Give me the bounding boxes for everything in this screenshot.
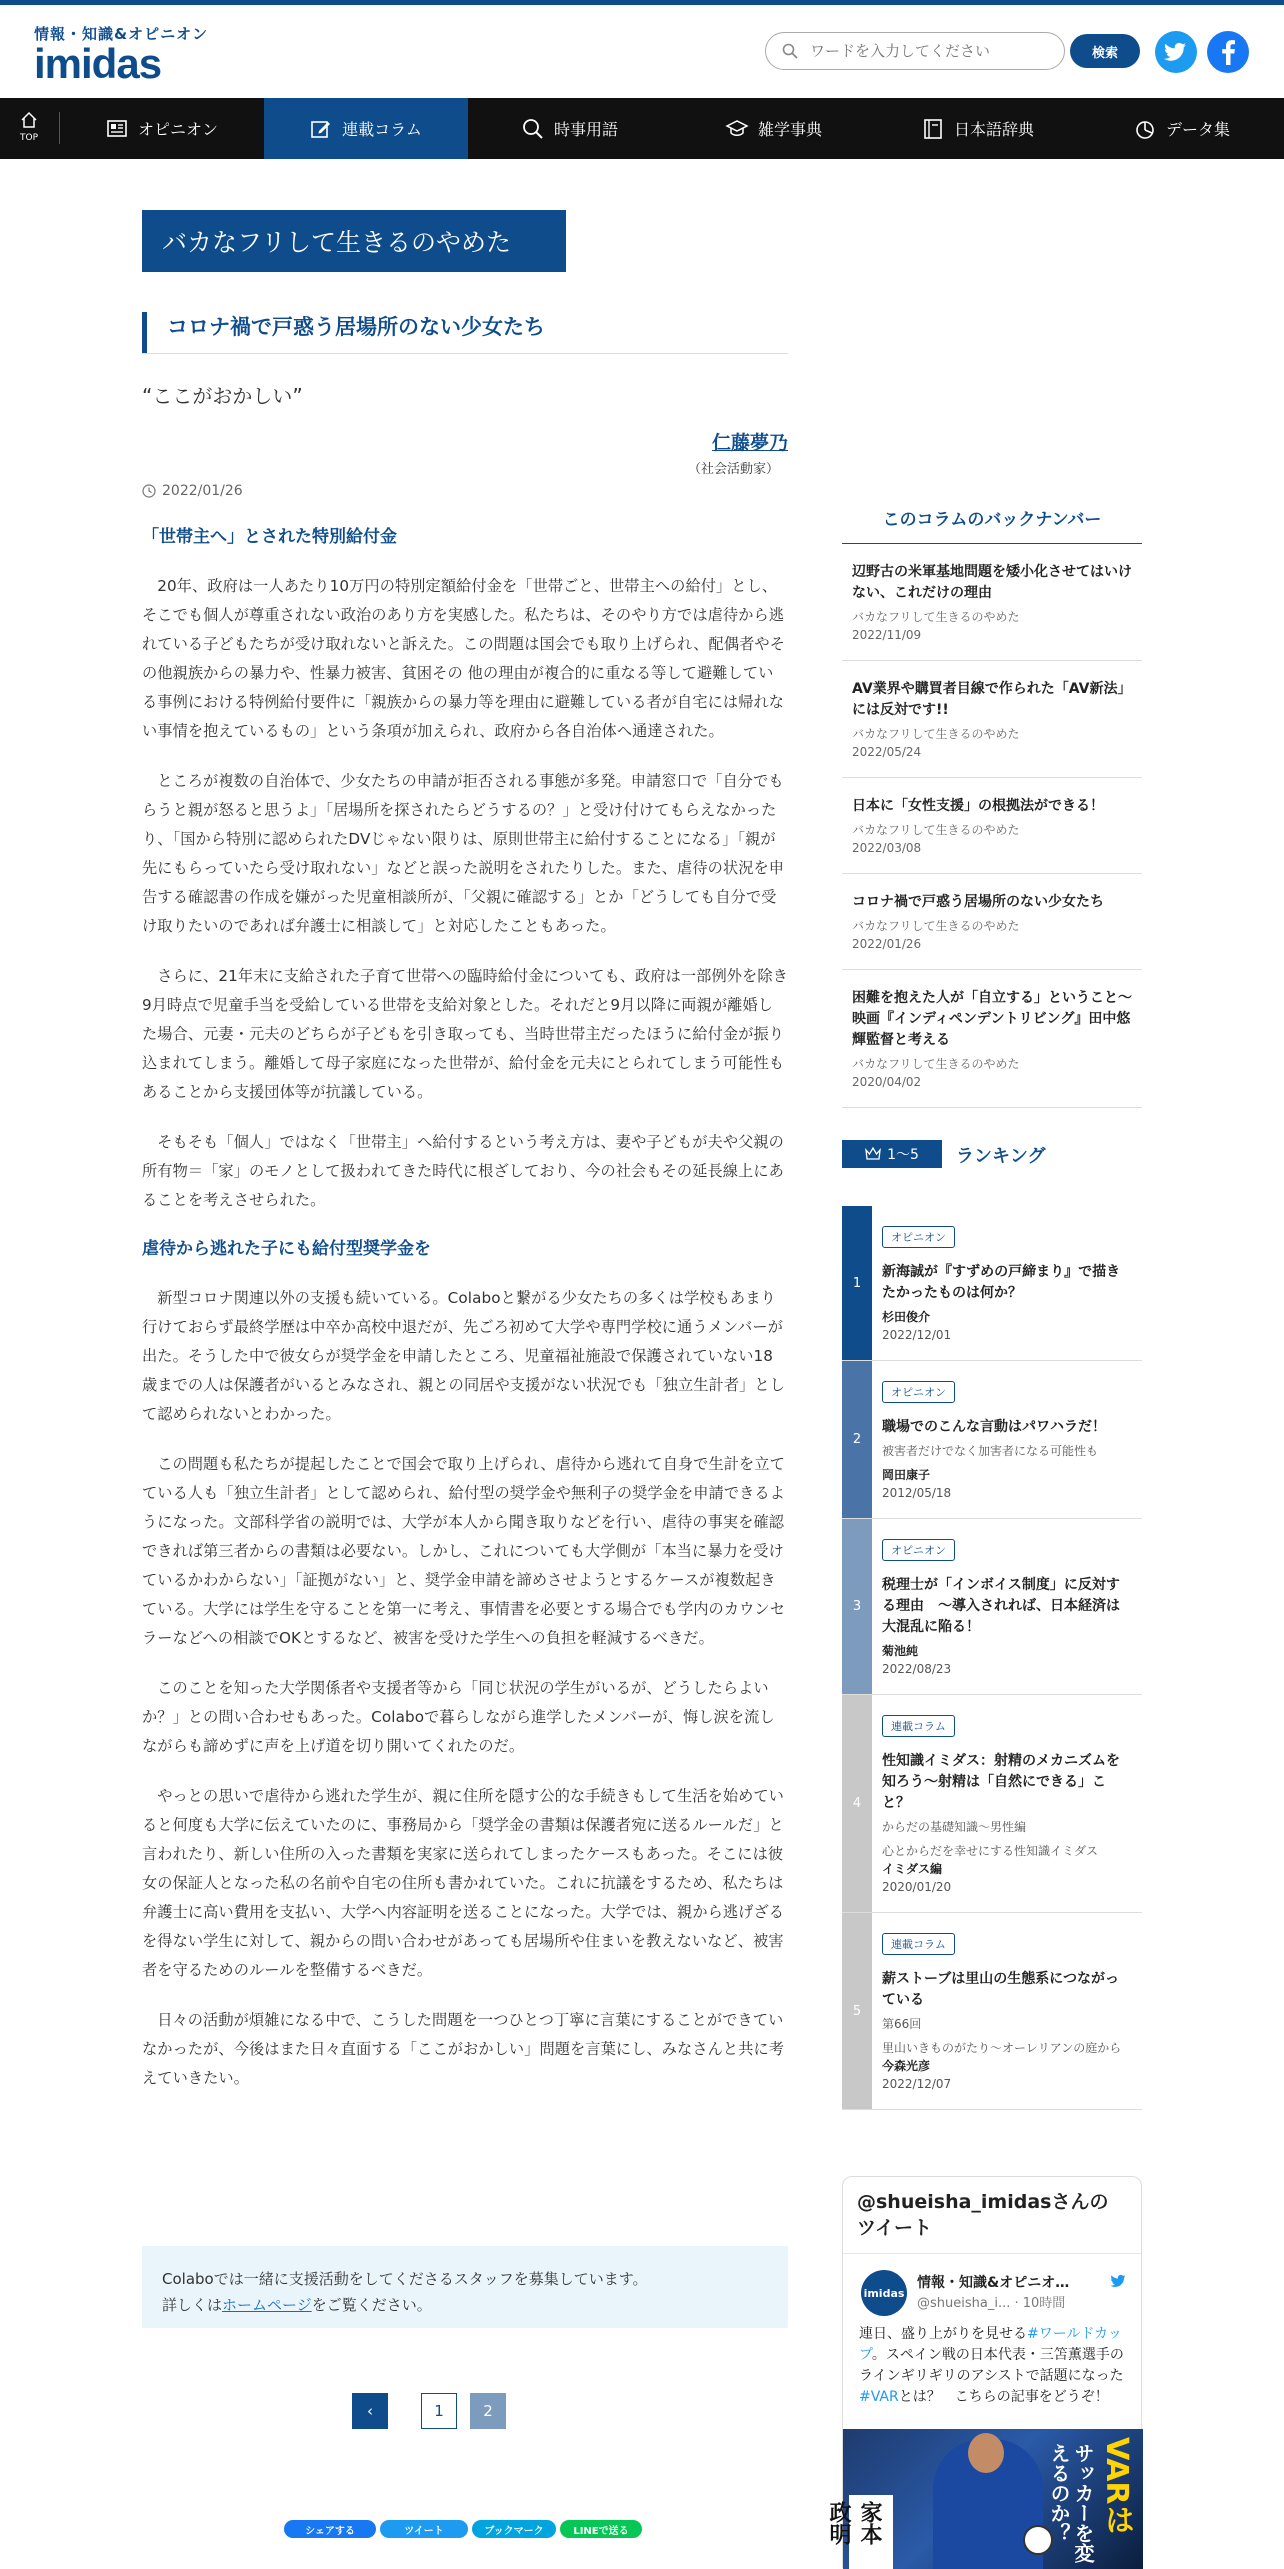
main-nav bbox=[0, 98, 1284, 159]
rank-category-tag: オピニオン bbox=[882, 1539, 955, 1561]
recruit-notice bbox=[142, 2246, 788, 2328]
rank-subtitle: 第66回 bbox=[882, 2017, 922, 2031]
rank-author: イミダス編 bbox=[882, 1862, 943, 1876]
section-heading: 虐待から逃れた子にも給付型奨学金を bbox=[142, 1239, 431, 1259]
tweet-image[interactable] bbox=[826, 2429, 1143, 2569]
rank-number: 1 bbox=[842, 1206, 872, 1360]
avatar[interactable]: imidas bbox=[861, 2270, 907, 2316]
hashtag-link[interactable]: #ワールドカップ bbox=[859, 2326, 1122, 2363]
rank-number: 2 bbox=[842, 1361, 872, 1518]
pen-icon bbox=[310, 118, 332, 140]
search-button[interactable]: 検索 bbox=[1070, 34, 1140, 68]
ranking-header bbox=[842, 1138, 1142, 1170]
backnumber-item-title: 日本に「女性支援」の根拠法ができる！ bbox=[852, 798, 1104, 814]
backnumber-list bbox=[842, 544, 1142, 1108]
site-logo[interactable] bbox=[34, 23, 209, 87]
search-icon bbox=[522, 118, 544, 140]
logo-subtitle: 情報・知識&オピニオン bbox=[34, 25, 209, 43]
rank-category-tag: オピニオン bbox=[882, 1381, 955, 1403]
rank-series: 心とからだを幸せにする性知識イミダス bbox=[882, 1844, 1099, 1858]
article-title: コロナ禍で戸惑う居場所のない少女たち bbox=[142, 312, 788, 354]
ranking-item[interactable] bbox=[842, 1206, 1142, 1361]
facebook-icon[interactable] bbox=[1207, 31, 1249, 73]
page-1-button[interactable]: 1 bbox=[421, 2393, 457, 2429]
pie-chart-icon bbox=[1134, 118, 1156, 140]
rank-date: 2022/12/07 bbox=[882, 2077, 952, 2091]
nav-item-current-terms[interactable] bbox=[468, 98, 672, 159]
twitter-bird-icon[interactable] bbox=[1109, 2272, 1127, 2290]
tweet-text-part: 連日、盛り上がりを見せる bbox=[859, 2326, 1027, 2342]
backnumber-item-title: 困難を抱えた人が「自立する」ということ～映画『インディペンデントリビング』田中悠輝監督と考える bbox=[852, 990, 1132, 1048]
nav-item-trivia[interactable] bbox=[672, 98, 876, 159]
nav-item-column[interactable] bbox=[264, 98, 468, 159]
rank-number: 4 bbox=[842, 1695, 872, 1912]
nav-item-label: 日本語辞典 bbox=[953, 120, 1034, 139]
tweet-author-handle: @shueisha_i... · 10時間 bbox=[917, 2296, 1066, 2311]
article-date-text: 2022/01/26 bbox=[162, 483, 243, 499]
nav-item-label: オピニオン bbox=[137, 120, 218, 139]
clock-icon bbox=[142, 484, 156, 498]
section-heading: 「世帯主へ」とされた特別給付金 bbox=[142, 527, 397, 547]
book-icon bbox=[922, 118, 944, 140]
homepage-link[interactable]: ホームページ bbox=[222, 2296, 312, 2314]
nav-top-link[interactable] bbox=[0, 98, 58, 159]
notice-line bbox=[162, 2292, 768, 2318]
rank-subtitle: 被害者だけでなく加害者になる可能性も bbox=[882, 1444, 1099, 1458]
ranking-item[interactable] bbox=[842, 1913, 1142, 2110]
ranking-item[interactable] bbox=[842, 1519, 1142, 1695]
backnumber-item-category: バカなフリして生きるのやめた bbox=[852, 727, 1020, 741]
article-body bbox=[142, 524, 788, 2114]
backnumber-item-date: 2022/03/08 bbox=[852, 841, 922, 855]
tweet-author-name[interactable]: 情報・知識&オピニオ… bbox=[917, 2275, 1070, 2291]
column-category-badge[interactable]: バカなフリして生きるのやめた bbox=[142, 210, 566, 272]
rank-category-tag: 連載コラム bbox=[882, 1715, 955, 1737]
nav-item-opinion[interactable] bbox=[60, 98, 264, 159]
nav-top-label: TOP bbox=[19, 133, 38, 143]
backnumber-item-category: バカなフリして生きるのやめた bbox=[852, 610, 1020, 624]
backnumber-item-title: コロナ禍で戸惑う居場所のない少女たち bbox=[852, 894, 1104, 910]
ranking-list bbox=[842, 1206, 1142, 2110]
page-2-button[interactable]: 2 bbox=[470, 2393, 506, 2429]
nav-item-label: データ集 bbox=[1165, 120, 1230, 139]
backnumber-item-date: 2022/01/26 bbox=[852, 937, 922, 951]
paragraph: そもそも「個人」ではなく「世帯主」へ給付するという考え方は、妻や子どもが夫や父親の所有物＝「家」のモノとして扱われてきた時代に根ざしており、今の社会もその延長線上にあることを考えさせられた。 bbox=[142, 1133, 784, 1209]
hatena-bookmark-button[interactable]: ブックマーク bbox=[472, 2520, 556, 2538]
rank-title: 薪ストーブは里山の生態系につながっている bbox=[882, 1971, 1120, 2008]
rank-date: 2022/08/23 bbox=[882, 1662, 952, 1676]
paragraph: 新型コロナ関連以外の支援も続いている。Colaboと繋がる少女たちの多くは学校もあまり行けておらず最終学歴は中卒か高校中退だが、先ごろ初めて大学や専門学校に通うメンバーが出た。そうした中で彼女らが奨学金を申請したところ、児童福祉施設で保護されていない18歳までの人は保護者がいるとみなされ、親との同居や支援がない状況でも「独立生計者」として認められないとわかった。 bbox=[142, 1289, 785, 1423]
ranking-item[interactable] bbox=[842, 1695, 1142, 1913]
rank-date: 2022/12/01 bbox=[882, 1328, 952, 1342]
backnumber-item[interactable] bbox=[842, 661, 1142, 778]
twitter-timeline bbox=[826, 2176, 1142, 2568]
backnumber-item-title: 辺野古の米軍基地問題を矮小化させてはいけない、これだけの理由 bbox=[852, 564, 1132, 601]
title-divider bbox=[142, 353, 788, 354]
graduation-cap-icon bbox=[726, 118, 748, 140]
backnumber-item-date: 2022/11/09 bbox=[852, 628, 922, 642]
backnumber-item-title: AV業界や購買者目線で作られた「AV新法」には反対です!! bbox=[852, 681, 1132, 718]
nav-item-label: 雑学事典 bbox=[757, 120, 822, 139]
rank-title: 税理士が「インボイス制度」に反対する理由 ～導入されれば、日本経済は大混乱に陥る！ bbox=[882, 1577, 1120, 1635]
backnumber-item[interactable] bbox=[842, 970, 1142, 1108]
search-box bbox=[765, 32, 1065, 70]
tweet-text-part: とは？ こちらの記事をどうぞ！ bbox=[898, 2389, 1109, 2405]
backnumber-item-category: バカなフリして生きるのやめた bbox=[852, 919, 1020, 933]
backnumber-item[interactable] bbox=[842, 874, 1142, 970]
paragraph: やっとの思いで虐待から逃れた学生が、親に住所を隠す公的な手続きもして生活を始めていると何度も大学に伝えていたのに、事務局から「奨学金の書類は保護者宛に送るルールだ」と言われたり、新しい住所の入った書類を実家に送られてしまったケースもあった。そこには彼女の保証人となった私の名前や自宅の住所も書かれていた。これに抗議をするため、私たちは弁護士に高い費用を支払い、大学へ内容証明を送ることになった。大学では、親から逃げざるを得ない学生に対して、親からの問い合わせがあっても居場所や住まいを教えないなど、被害者を守るためのルールを整備するべきだ。 bbox=[142, 1787, 785, 1979]
rank-title: 性知識イミダス：射精のメカニズムを知ろう～射精は「自然にできる」こと？ bbox=[882, 1753, 1120, 1811]
notice-text: をご覧ください。 bbox=[311, 2296, 432, 2314]
author-link[interactable]: 仁藤夢乃 bbox=[711, 432, 788, 454]
player-head bbox=[968, 2433, 1004, 2473]
twitter-icon[interactable] bbox=[1155, 31, 1197, 73]
paragraph: さらに、21年末に支給された子育て世帯への臨時給付金についても、政府は一部例外を除き9月時点で児童手当を受給している世帯を支給対象とした。それだと9月以降に両親が離婚した場合、元妻・元夫のどちらが子どもを引き取っても、当時世帯主だったほうに給付金が振り込まれてしまう。離婚して母子家庭になった世帯が、給付金を元夫にとられてしまう可能性もあることから支援団体等が抗議している。 bbox=[142, 967, 788, 1101]
site-header bbox=[0, 5, 1284, 98]
rank-number: 5 bbox=[842, 1913, 872, 2109]
rank-author: 今森光彦 bbox=[882, 2059, 931, 2073]
rank-author: 菊池純 bbox=[882, 1644, 919, 1658]
rank-date: 2020/01/20 bbox=[882, 1880, 952, 1894]
twitter-timeline-title[interactable]: @shueisha_imidasさんのツイート bbox=[843, 2177, 1141, 2254]
notice-text: 詳しくは bbox=[162, 2296, 223, 2314]
article-date bbox=[142, 483, 243, 499]
tweet-button[interactable]: ツイート bbox=[380, 2520, 468, 2538]
rank-title: 職場でのこんな言動はパワハラだ！ bbox=[882, 1419, 1106, 1435]
backnumber-item-category: バカなフリして生きるのやめた bbox=[852, 1057, 1020, 1071]
rank-category-tag: 連載コラム bbox=[882, 1933, 955, 1955]
rank-series: 里山いきものがたり～オーレリアンの庭から bbox=[882, 2041, 1122, 2055]
rank-author: 杉田俊介 bbox=[882, 1310, 931, 1324]
home-icon bbox=[19, 110, 39, 130]
ranking-title: ランキング bbox=[956, 1146, 1046, 1167]
paragraph: このことを知った大学関係者や支援者等から「同じ状況の学生がいるが、どうしたらよいか？」との問い合わせもあった。Colaboで暮らしながら進学したメンバーが、悔し涙を流しながらも諦めずに声を上げ道を切り開いてくれたのだ。 bbox=[142, 1679, 775, 1755]
ranking-badge bbox=[842, 1140, 942, 1168]
paragraph: 20年、政府は一人あたり10万円の特別定額給付金を「世帯ごと、世帯主への給付」とし、そこでも個人が尊重されない政治のあり方を実感した。私たちは、そのやり方では虐待から逃れている子どもたちが受け取れないと訴えた。この問題は国会でも取り上げられ、配偶者やその他親族からの暴力や、性暴力被害、貧困その 他の理由が複合的に重なる等して避難している事例における特例給付要件に「親族からの暴力等を理由に避難している者が自宅には帰れない事情を抱えているもの」という条項が加えられ、政府から各自治体へ通達された。 bbox=[142, 577, 785, 740]
backnumber-item-date: 2020/04/02 bbox=[852, 1075, 922, 1089]
ranking-item[interactable] bbox=[842, 1361, 1142, 1519]
backnumber-item[interactable] bbox=[842, 778, 1142, 874]
tweet-image-headline: VARは bbox=[1099, 2437, 1134, 2535]
line-share-button[interactable]: LINEで送る bbox=[560, 2520, 642, 2538]
rank-author: 岡田康子 bbox=[882, 1468, 931, 1482]
tweet-text-part: 。スペイン戦の日本代表・三笘薫選手のラインギリギリのアシストで話題になった bbox=[859, 2347, 1124, 2384]
tweet-image-subheadline: サッカーを変えるのか？ bbox=[1047, 2443, 1095, 2563]
ranking-range: 1～5 bbox=[887, 1147, 919, 1163]
tweet-image-name: 家本政明 bbox=[849, 2495, 893, 2569]
facebook-share-button[interactable]: シェアする bbox=[284, 2520, 376, 2538]
rank-date: 2012/05/18 bbox=[882, 1486, 952, 1500]
opinion-icon bbox=[106, 118, 128, 140]
author-role: （社会活動家） bbox=[687, 462, 779, 477]
search-icon bbox=[782, 43, 798, 59]
logo-wordmark: imidas bbox=[34, 40, 162, 87]
prev-page-button[interactable]: ‹ bbox=[352, 2393, 388, 2429]
tweet-text bbox=[843, 2324, 1141, 2408]
rank-number: 3 bbox=[842, 1519, 872, 1694]
paragraph: 日々の活動が煩雑になる中で、こうした問題を一つひとつ丁寧に言葉にすることができていなかったが、今後はまた日々直面する「ここがおかしい」問題を言葉にし、みなさんと共に考えていきたい。 bbox=[142, 2011, 785, 2087]
paragraph: ところが複数の自治体で、少女たちの申請が拒否される事態が多発。申請窓口で「自分でもらうと親が怒ると思うよ」「居場所を探されたらどうするの？」と受け付けてもらえなかったり、「国から特別に認められたDVじゃない限りは、原則世帯主に給付することになる」「親が先にもらっていたら受け取れない」などと誤った説明をされたりした。また、虐待の状況を申告する確認書の作成を嫌がった児童相談所が、「父親に確認する」とか「どうしても自分で受け取りたいのであれば弁護士に相談して」と対応したこともあった。 bbox=[142, 772, 785, 935]
backnumber-item-category: バカなフリして生きるのやめた bbox=[852, 823, 1020, 837]
backnumber-item[interactable] bbox=[842, 544, 1142, 661]
tweet-header bbox=[843, 2254, 1141, 2324]
nav-item-data[interactable] bbox=[1080, 98, 1284, 159]
backnumber-title: このコラムのバックナンバー bbox=[842, 500, 1142, 544]
nav-item-label: 時事用語 bbox=[553, 120, 618, 139]
nav-item-label: 連載コラム bbox=[342, 120, 422, 139]
rank-category-tag: オピニオン bbox=[882, 1226, 955, 1248]
article-quote: “ここがおかしい” bbox=[142, 384, 303, 408]
search-input[interactable] bbox=[810, 39, 1050, 63]
paragraph: この問題も私たちが提起したことで国会で取り上げられ、虐待から逃れて自身で生計を立てている人も「独立生計者」として認められ、給付型の奨学金や無利子の奨学金を申請できるようになった。文部科学省の説明では、大学が本人から聞き取りなどを行い、虐待の事実を確認できれば第三者からの書類は必要ない。しかし、これについても大学側が「本当に暴力を受けているかわからない」「証拠がない」と、奨学金申請を諦めさせようとするケースが複数起きている。大学には学生を守ることを第一に考え、事情書を必要とする場合でも学内のカウンセラーなどへの相談でOKとするなど、被害を受けた学生への負担を軽減するべきだ。 bbox=[142, 1455, 785, 1647]
nav-item-dictionary[interactable] bbox=[876, 98, 1080, 159]
notice-line: Colaboでは一緒に支援活動をしてくださるスタッフを募集しています。 bbox=[162, 2270, 648, 2288]
crown-icon bbox=[865, 1147, 881, 1161]
rank-title: 新海誠が『すずめの戸締まり』で描きたかったものは何か？ bbox=[882, 1264, 1121, 1301]
backnumber-item-date: 2022/05/24 bbox=[852, 745, 922, 759]
hashtag-link[interactable]: #VAR bbox=[859, 2389, 899, 2405]
rank-subtitle: からだの基礎知識～男性編 bbox=[882, 1820, 1027, 1834]
